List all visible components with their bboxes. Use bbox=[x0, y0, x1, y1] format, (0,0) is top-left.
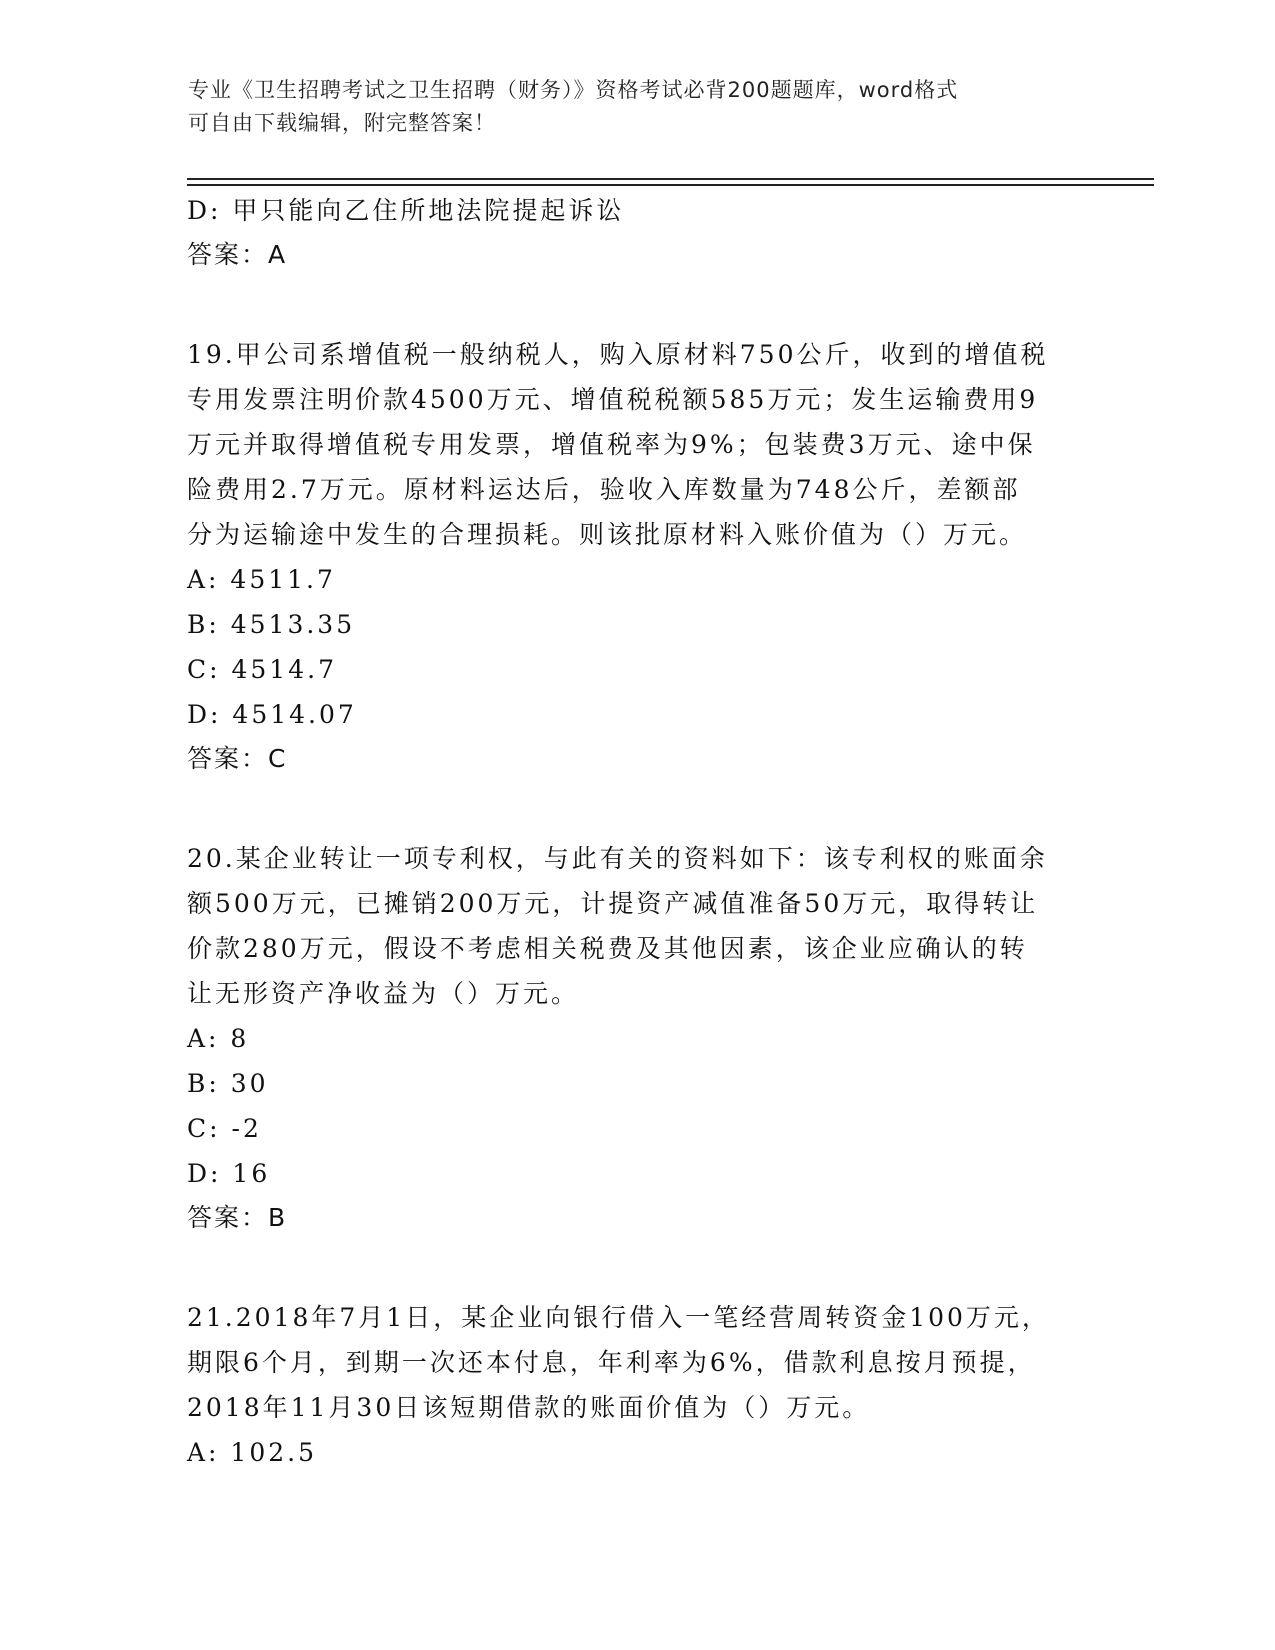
question-stem-line: 让无形资产净收益为（）万元。 bbox=[187, 979, 580, 1008]
option-c: C: -2 bbox=[187, 1114, 262, 1143]
question-stem-line: 19.甲公司系增值税一般纳税人，购入原材料750公斤，收到的增值税 bbox=[187, 340, 1049, 369]
option-d: D: 甲只能向乙住所地法院提起诉讼 bbox=[187, 196, 625, 225]
option-a: A: 8 bbox=[187, 1024, 250, 1053]
header-rule-bottom bbox=[187, 184, 1154, 186]
question-21 bbox=[187, 1295, 1087, 1475]
option-d: D: 16 bbox=[187, 1159, 271, 1188]
document-body bbox=[187, 188, 1087, 1475]
option-c: C: 4514.7 bbox=[187, 655, 337, 684]
question-stem-line: 21.2018年7月1日，某企业向银行借入一笔经营周转资金100万元， bbox=[187, 1303, 1050, 1332]
option-a: A: 102.5 bbox=[187, 1438, 317, 1467]
answer-label: 答案：A bbox=[187, 240, 288, 269]
question-stem-line: 期限6个月，到期一次还本付息，年利率为6%，借款利息按月预提， bbox=[187, 1348, 1036, 1377]
option-a: A: 4511.7 bbox=[187, 565, 336, 594]
question-stem-line: 万元并取得增值税专用发票，增值税率为9%；包装费3万元、途中保 bbox=[187, 430, 1036, 459]
spacer bbox=[187, 1240, 1087, 1295]
question-stem-line: 价款280万元，假设不考虑相关税费及其他因素，该企业应确认的转 bbox=[187, 934, 1028, 963]
option-d: D: 4514.07 bbox=[187, 700, 357, 729]
question-stem-line: 分为运输途中发生的合理损耗。则该批原材料入账价值为（）万元。 bbox=[187, 520, 1028, 549]
option-b: B: 4513.35 bbox=[187, 610, 356, 639]
question-stem-line: 额500万元，已摊销200万元，计提资产减值准备50万元，取得转让 bbox=[187, 889, 1039, 918]
question-20 bbox=[187, 836, 1087, 1240]
header-rule-top bbox=[187, 178, 1154, 180]
answer-label: 答案：C bbox=[187, 744, 288, 773]
spacer bbox=[187, 277, 1087, 332]
question-stem-line: 专用发票注明价款4500万元、增值税税额585万元；发生运输费用9 bbox=[187, 385, 1039, 414]
answer-label: 答案：B bbox=[187, 1203, 288, 1232]
option-b: B: 30 bbox=[187, 1069, 269, 1098]
question-stem-line: 险费用2.7万元。原材料运达后，验收入库数量为748公斤，差额部 bbox=[187, 475, 1021, 504]
question-18-tail bbox=[187, 188, 1087, 277]
question-stem-line: 20.某企业转让一项专利权，与此有关的资料如下：该专利权的账面余 bbox=[187, 844, 1048, 873]
question-stem-line: 2018年11月30日该短期借款的账面价值为（）万元。 bbox=[187, 1393, 871, 1422]
header-line-2: 可自由下载编辑，附完整答案！ bbox=[188, 111, 496, 135]
question-19 bbox=[187, 332, 1087, 781]
document-header bbox=[188, 74, 1068, 140]
spacer bbox=[187, 781, 1087, 836]
header-line-1: 专业《卫生招聘考试之卫生招聘（财务）》资格考试必背200题题库，word格式 bbox=[188, 78, 959, 102]
